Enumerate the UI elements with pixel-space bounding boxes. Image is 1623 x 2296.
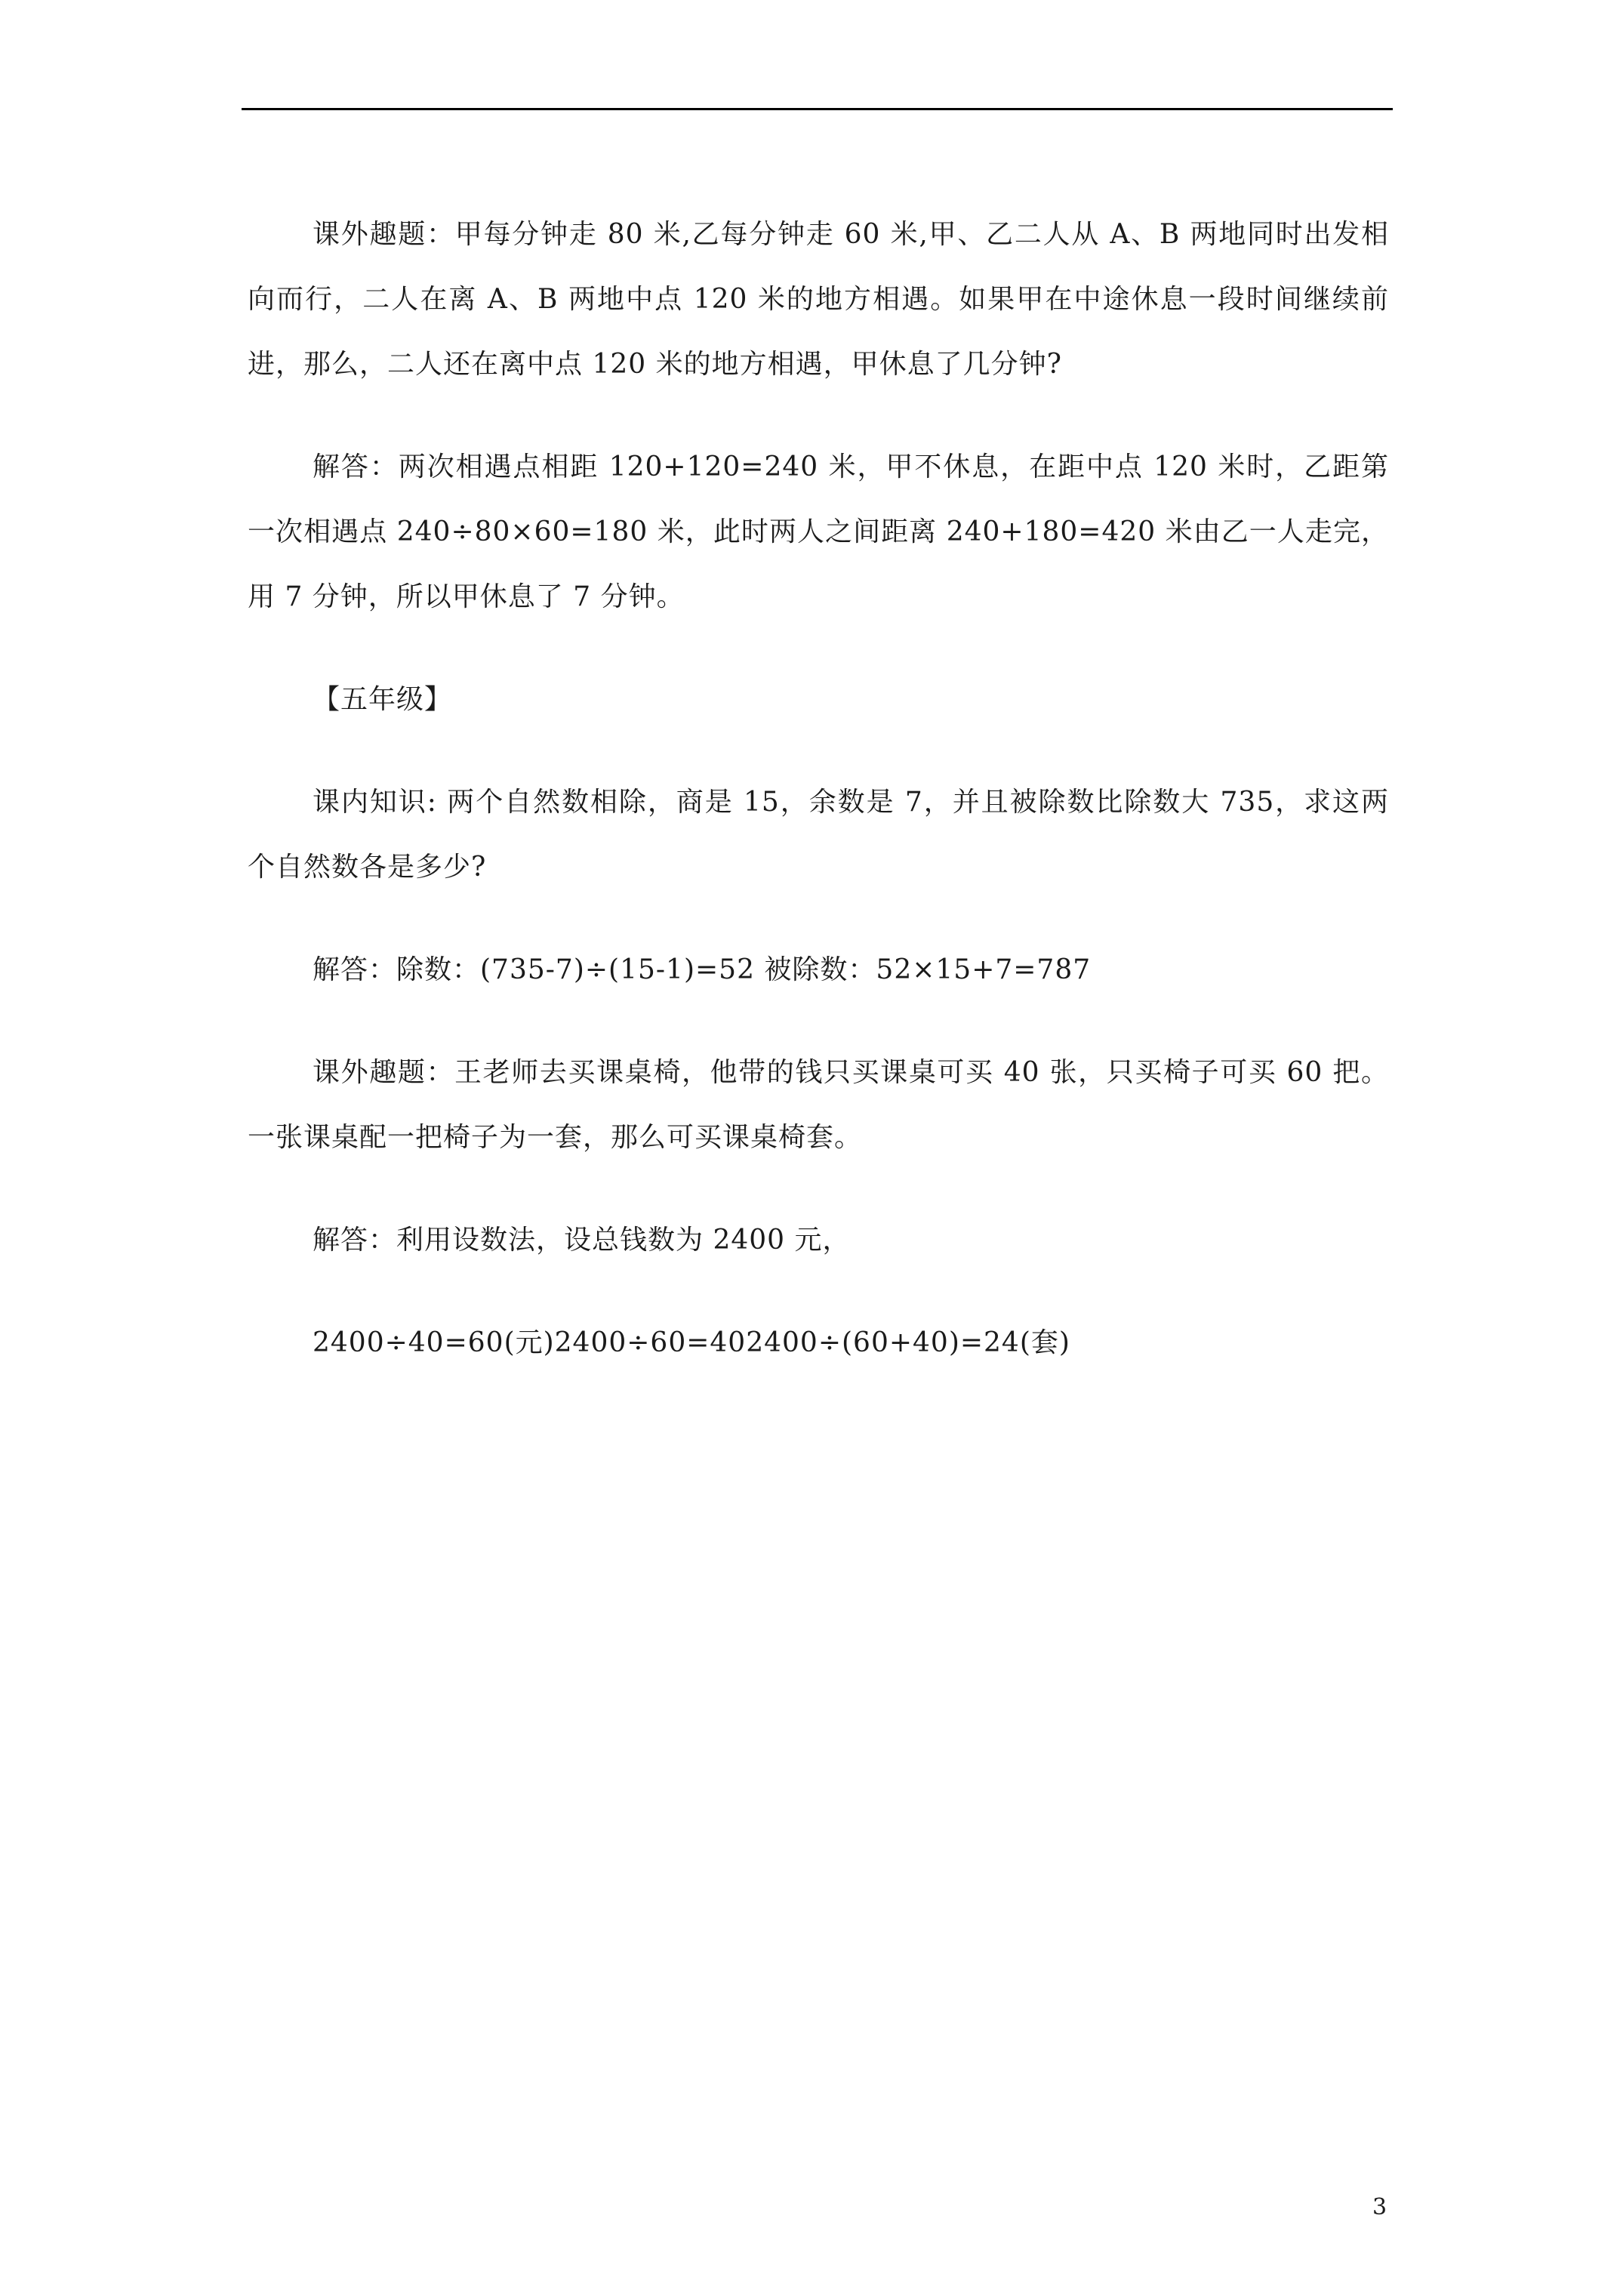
page-content [248, 202, 1389, 1376]
paragraph-answer-1: 解答：两次相遇点相距 120+120=240 米，甲不休息，在距中点 120 米时，乙距第一次相遇点 240÷80×60=180 米，此时两人之间距离 240+180=420 米由乙一人走完，用 7 分钟，所以甲休息了 7 分钟。 [248, 451, 1389, 612]
header-rule [242, 108, 1393, 110]
section-heading-grade-five: 【五年级】 [313, 684, 453, 715]
paragraph-extracurricular-problem-1: 课外趣题：甲每分钟走 80 米,乙每分钟走 60 米,甲、乙二人从 A、B 两地同时出发相向而行，二人在离 A、B 两地中点 120 米的地方相遇。如果甲在中途休息一段时间继续前进，那么，二人还在离中点 120 米的地方相遇，甲休息了几分钟? [248, 219, 1389, 380]
paragraph-answer-2: 解答：除数：(735-7)÷(15-1)=52 被除数：52×15+7=787 [313, 954, 1092, 985]
paragraph-calculation: 2400÷40=60(元)2400÷60=402400÷(60+40)=24(套) [313, 1327, 1070, 1358]
paragraph-in-class-problem: 课内知识: 两个自然数相除，商是 15，余数是 7，并且被除数比除数大 735，求这两个自然数各是多少? [248, 787, 1389, 883]
paragraph-answer-3: 解答：利用设数法，设总钱数为 2400 元， [313, 1225, 851, 1256]
page-number: 3 [1372, 2194, 1387, 2220]
paragraph-extracurricular-problem-2: 课外趣题：王老师去买课桌椅，他带的钱只买课桌可买 40 张，只买椅子可买 60 把。一张课桌配一把椅子为一套，那么可买课桌椅套。 [248, 1057, 1389, 1153]
